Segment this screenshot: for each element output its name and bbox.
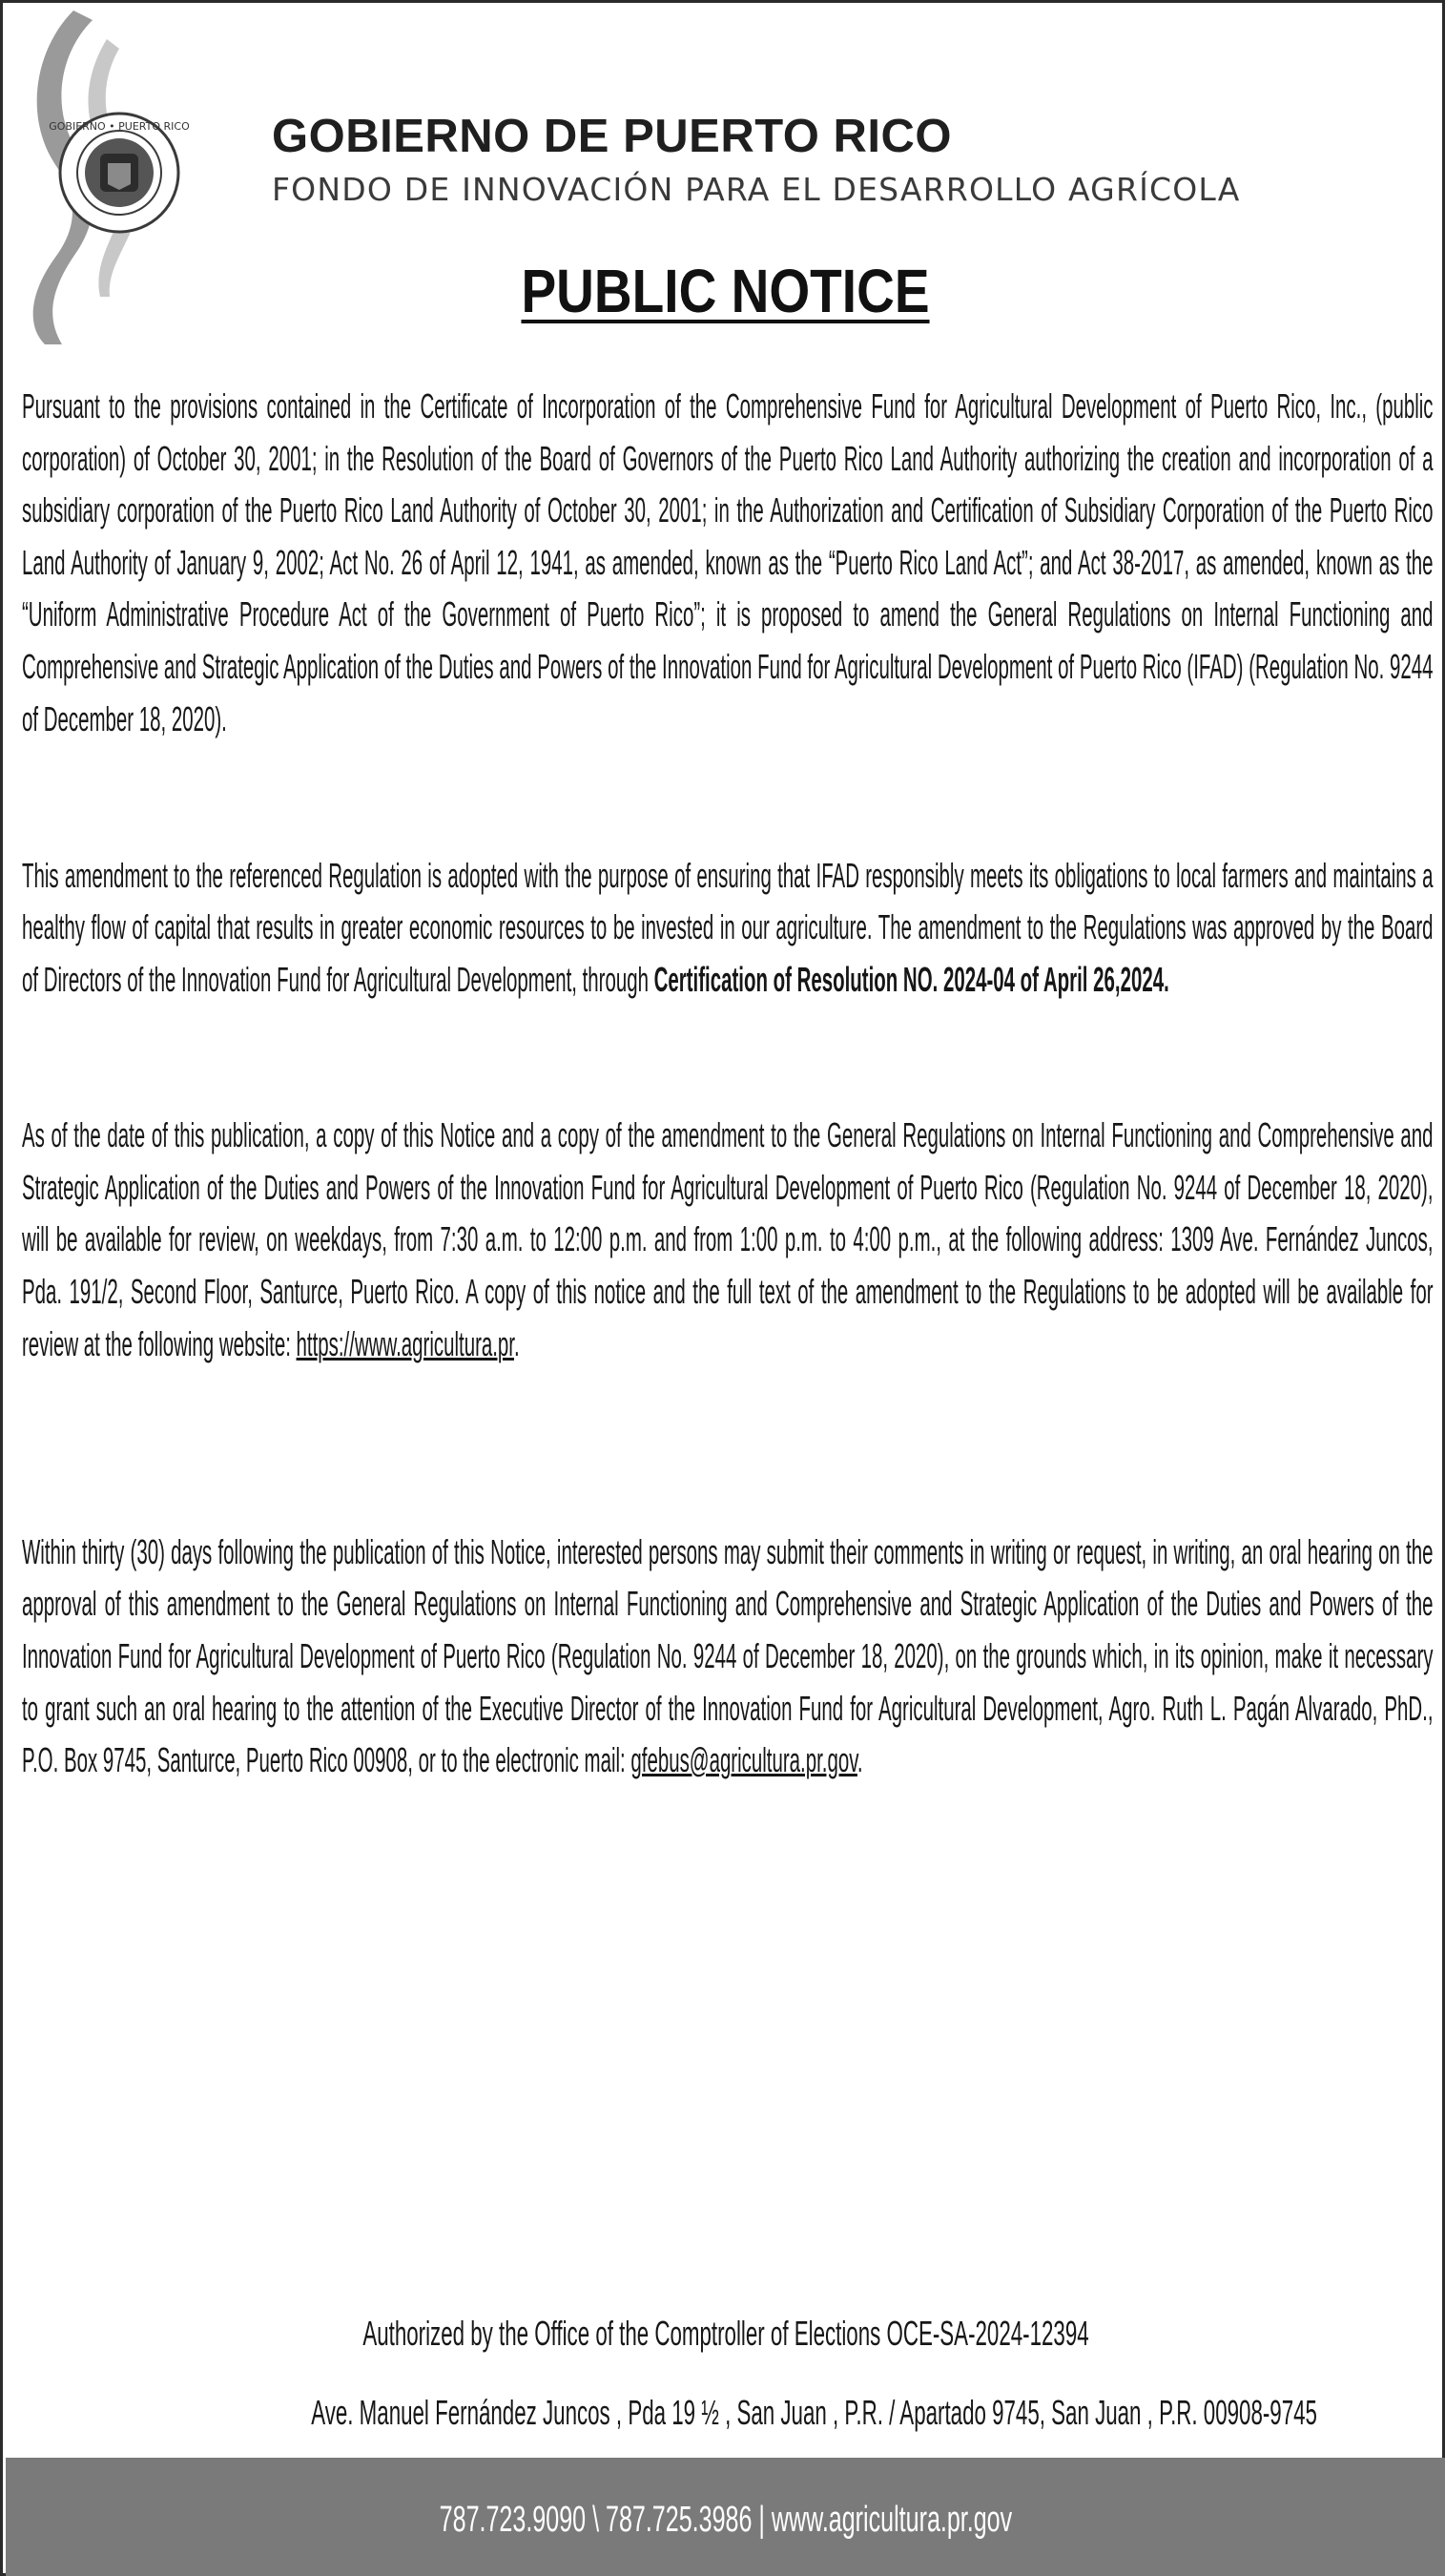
paragraph-comments (22, 1527, 1434, 1943)
paragraph-3-end: . (513, 1323, 520, 1363)
paragraph-4-wrapper (22, 1527, 1434, 1787)
organization-subtitle: FONDO DE INNOVACIÓN PARA EL DESARROLLO AGRÍCOLA (272, 171, 1241, 208)
footer-contact-text[interactable]: 787.723.9090 \ 787.725.3986 | www.agricultura.pr.gov (439, 2500, 1012, 2540)
paragraph-purpose (22, 850, 1434, 1058)
authorization-text: Authorized by the Office of the Comptroller of Elections OCE-SA-2024-12394 (361, 2314, 1089, 2353)
email-link[interactable]: gfebus@agricultura.pr.gov (630, 1740, 857, 1780)
notice-heading: PUBLIC NOTICE (521, 257, 930, 325)
seal-text: GOBIERNO • PUERTO RICO (49, 120, 190, 133)
paragraph-availability (22, 1110, 1434, 1474)
organization-title: GOBIERNO DE PUERTO RICO (272, 111, 953, 162)
paragraph-2-text: This amendment to the referenced Regulation is adopted with the purpose of ensuring that IFAD responsibly meets its obligations to local farmers and maintains a healthy flow of capital that results in greater economic resources to be invested in our agriculture. The amendment to the Regulations was approved by the Board of Directors of the Innovation Fund for Agricultural Development, through (22, 855, 1434, 999)
footer-contact-bar (6, 2458, 1445, 2576)
paragraph-1-text: Pursuant to the provisions contained in the Certificate of Incorporation of the Comprehensive Fund for Agricultural Development of Puerto Rico, Inc., (public corporation) of October 30, 2001; in the Resolution of the Board of Governors of the Puerto Rico Land Authority authorizing the creation and incorporation of a subsidiary corporation of the Puerto Rico Land Authority of October 30, 2001; in the Authorization and Certification of Subsidiary Corporation of the Puerto Rico Land Authority of January 9, 2002; Act No. 26 of April 12, 1941, as amended, known as the “Puerto Rico Land Act”; and Act 38-2017, as amended, known as the “Uniform Administrative Procedure Act of the Government of Puerto Rico”; it is proposed to amend the General Regulations on Internal Functioning and Comprehensive and Strategic Application of the Duties and Powers of the Innovation Fund for Agricultural Development of Puerto Rico (IFAD) (Regulation No. 9244 of December 18, 2020). (22, 386, 1434, 738)
paragraph-legal-basis (22, 381, 1434, 798)
footer-contact (6, 2500, 1445, 2541)
notice-body (22, 381, 1434, 1995)
paragraph-2-wrapper (22, 850, 1434, 1007)
paragraph-4-end: . (857, 1740, 863, 1780)
website-link[interactable]: https://www.agricultura.pr (296, 1323, 514, 1363)
address-text: Ave. Manuel Fernández Juncos , Pda 19 ½ , San Juan , P.R. / Apartado 9745, San Juan , P.R. 00908-9745 (311, 2393, 1317, 2432)
paragraph-4-text: Within thirty (30) days following the publication of this Notice, interested persons may submit their comments in writing or request, in writing, an oral hearing on the approval of this amendment to the General Regulations on Internal Functioning and Comprehensive and Strategic Application of the Duties and Powers of the Innovation Fund for Agricultural Development of Puerto Rico (Regulation No. 9244 of December 18, 2020), on the grounds which, in its opinion, make it necessary to grant such an oral hearing to the attention of the Executive Director of the Innovation Fund for Agricultural Development, Agro. Ruth L. Pagán Alvarado, PhD., P.O. Box 9745, Santurce, Puerto Rico 00908, or to the electronic mail: (22, 1531, 1434, 1780)
address-line (3, 2393, 1445, 2433)
paragraph-3-text: As of the date of this publication, a copy of this Notice and a copy of the amendment to the General Regulations on Internal Functioning and Comprehensive and Strategic Application of the Duties and Powers of the Innovation Fund for Agricultural Development of Puerto Rico (Regulation No. 9244 of December 18, 2020), will be available for review, on weekdays, from 7:30 a.m. to 12:00 p.m. and from 1:00 p.m. to 4:00 p.m., at the following address: 1309 Ave. Fernández Juncos, Pda. 191/2, Second Floor, Santurce, Puerto Rico. A copy of this notice and the full text of the amendment to the Regulations to be adopted will be available for review at the following website: (22, 1115, 1434, 1363)
authorization-line (3, 2314, 1445, 2354)
paragraph-3-wrapper (22, 1110, 1434, 1370)
resolution-reference: Certification of Resolution NO. 2024-04 of April 26,2024. (653, 959, 1169, 999)
